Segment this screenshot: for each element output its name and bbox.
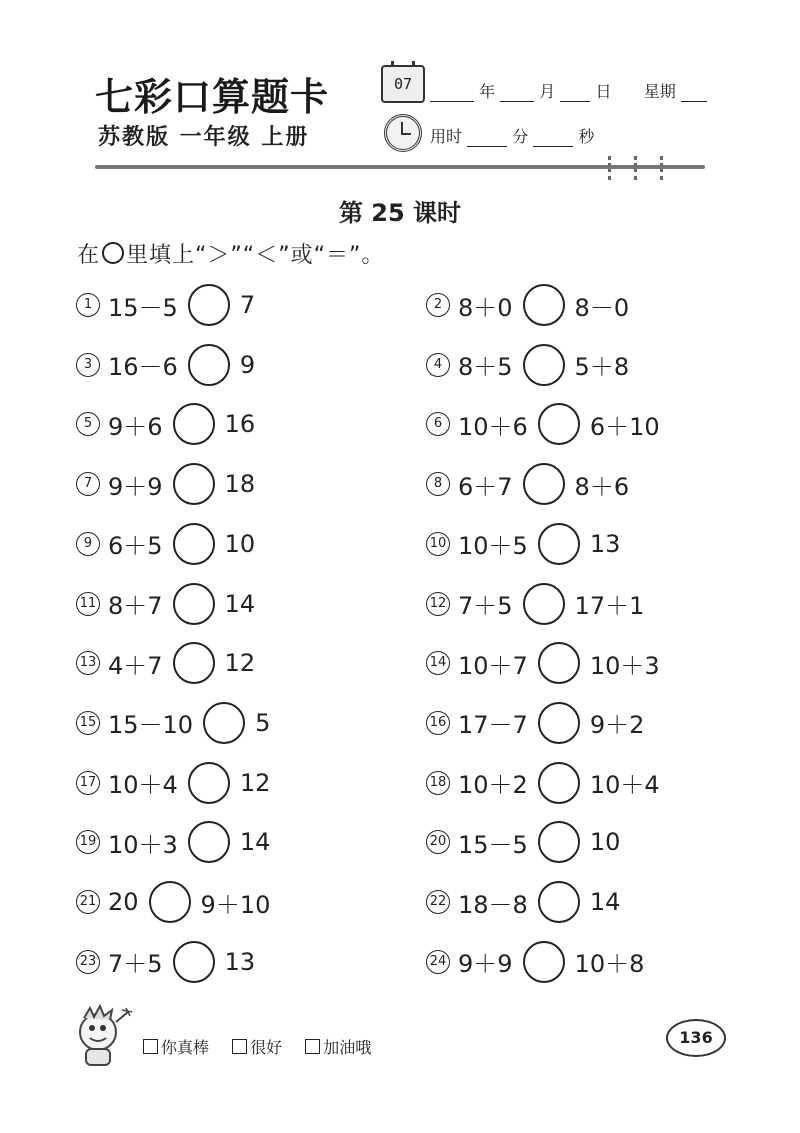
answer-circle[interactable] — [188, 344, 230, 386]
problem-left-expression: 10＋6 — [458, 412, 528, 441]
instruction-before: 在 — [77, 243, 101, 268]
problem-item — [76, 643, 255, 683]
answer-circle[interactable] — [173, 403, 215, 445]
problem-left-expression: 7＋5 — [458, 592, 513, 620]
answer-circle[interactable] — [523, 941, 565, 983]
answer-circle[interactable] — [538, 523, 580, 565]
problem-right-expression: 12 — [224, 649, 256, 678]
problem-right-expression: 12 — [239, 768, 271, 797]
answer-circle[interactable] — [149, 881, 191, 923]
problem-left-expression: 7＋5 — [108, 950, 163, 979]
problem-left-expression: 6＋5 — [108, 532, 163, 561]
problem-number: 23 — [76, 950, 100, 974]
month-blank[interactable] — [500, 83, 534, 102]
day-label: 日 — [595, 82, 612, 101]
problem-number: 3 — [76, 353, 100, 377]
problem-right-expression: 16 — [224, 410, 256, 439]
problem-right-expression: 7 — [239, 291, 256, 319]
rating-option-good[interactable] — [232, 1038, 282, 1057]
binding-stitch — [608, 156, 614, 180]
problem-right-expression: 5 — [255, 708, 271, 737]
time-used-label: 用时 — [430, 127, 463, 146]
problem-right-expression: 8－0 — [574, 293, 630, 322]
calendar-icon — [381, 65, 425, 103]
problem-item — [426, 882, 620, 922]
problem-right-expression: 10 — [224, 529, 256, 558]
edition-label: 苏教版 一年级 上册 — [98, 125, 310, 150]
clock-icon — [384, 114, 422, 152]
problem-item — [76, 942, 255, 982]
rating-label: 你真棒 — [161, 1038, 210, 1057]
problem-number: 18 — [426, 771, 450, 795]
rating-option-keep-going[interactable] — [305, 1038, 371, 1057]
rating-option-great[interactable] — [143, 1038, 209, 1057]
answer-circle[interactable] — [538, 821, 580, 863]
mascot-illustration — [72, 1002, 134, 1068]
problem-item — [426, 584, 644, 624]
problem-number: 13 — [76, 651, 100, 675]
problem-number: 10 — [426, 532, 450, 556]
problem-right-expression: 10＋4 — [589, 771, 660, 800]
answer-circle[interactable] — [188, 284, 230, 326]
problem-left-expression: 8＋0 — [458, 293, 513, 322]
problem-right-expression: 9＋10 — [200, 890, 271, 919]
problem-item — [426, 703, 644, 743]
problem-number: 19 — [76, 830, 100, 854]
problem-item — [76, 345, 255, 385]
problem-item — [426, 822, 620, 862]
problem-number: 6 — [426, 412, 450, 436]
rating-label: 加油哦 — [323, 1038, 372, 1057]
problem-left-expression: 10＋7 — [458, 651, 528, 680]
problem-left-expression: 17－7 — [458, 711, 528, 740]
problem-right-expression: 18 — [224, 470, 256, 499]
rating-label: 很好 — [250, 1038, 283, 1057]
problem-left-expression: 15－10 — [108, 711, 194, 740]
problem-number: 17 — [76, 771, 100, 795]
problem-number: 20 — [426, 830, 450, 854]
seconds-blank[interactable] — [533, 128, 573, 147]
problem-right-expression: 17＋1 — [574, 592, 645, 620]
answer-circle[interactable] — [523, 463, 565, 505]
problem-number: 15 — [76, 711, 100, 735]
brand-title: 七彩口算题卡 — [95, 74, 330, 119]
problem-number: 12 — [426, 592, 450, 616]
problem-item — [76, 464, 255, 504]
answer-circle[interactable] — [523, 284, 565, 326]
time-fill-row — [430, 124, 594, 147]
minutes-blank[interactable] — [467, 128, 507, 147]
problem-item — [426, 763, 660, 803]
problem-item — [76, 763, 270, 803]
answer-circle[interactable] — [523, 583, 565, 625]
problem-item — [426, 524, 620, 564]
answer-circle[interactable] — [173, 642, 215, 684]
problem-number: 1 — [76, 293, 100, 317]
problem-item — [76, 285, 255, 325]
month-label: 月 — [539, 82, 556, 101]
day-blank[interactable] — [560, 83, 590, 102]
answer-circle[interactable] — [538, 642, 580, 684]
problem-number: 4 — [426, 353, 450, 377]
problem-item — [76, 524, 255, 564]
problem-right-expression: 14 — [224, 589, 256, 618]
problem-number: 11 — [76, 592, 100, 616]
binding-stitch — [660, 156, 666, 180]
checkbox-icon[interactable] — [232, 1039, 247, 1054]
problem-left-expression: 10＋2 — [458, 771, 528, 800]
year-blank[interactable] — [430, 83, 474, 102]
problem-right-expression: 14 — [239, 828, 271, 857]
answer-circle[interactable] — [538, 702, 580, 744]
answer-circle[interactable] — [173, 523, 215, 565]
weekday-label: 星期 — [643, 82, 676, 101]
self-rating — [143, 1035, 389, 1058]
problem-right-expression: 9 — [239, 350, 256, 379]
binding-stitch — [634, 156, 640, 180]
checkbox-icon[interactable] — [143, 1039, 158, 1054]
problem-right-expression: 13 — [224, 947, 256, 976]
year-label: 年 — [479, 82, 496, 101]
answer-circle[interactable] — [538, 881, 580, 923]
checkbox-icon[interactable] — [305, 1039, 320, 1054]
problem-right-expression: 5＋8 — [574, 353, 630, 382]
lesson-title: 第 25 课时 — [338, 199, 462, 227]
problem-number: 21 — [76, 890, 100, 914]
problem-number: 24 — [426, 950, 450, 974]
problem-left-expression: 10＋4 — [108, 771, 178, 800]
answer-circle[interactable] — [538, 403, 580, 445]
problem-number: 2 — [426, 293, 450, 317]
problem-item — [76, 404, 255, 444]
problem-left-expression: 16－6 — [108, 353, 178, 382]
problem-number: 8 — [426, 472, 450, 496]
instruction-after: 里填上“＞”“＜”或“＝”。 — [126, 243, 385, 268]
problem-item — [426, 345, 629, 385]
problem-left-expression: 6＋7 — [458, 472, 513, 501]
problem-left-expression: 9＋6 — [108, 412, 163, 441]
answer-circle[interactable] — [523, 344, 565, 386]
problem-left-expression: 8＋5 — [458, 353, 513, 382]
problem-left-expression: 18－8 — [458, 890, 528, 919]
problem-number: 9 — [76, 532, 100, 556]
page-number: 136 — [666, 1019, 726, 1057]
problem-number: 7 — [76, 472, 100, 496]
instruction — [77, 238, 384, 269]
calendar-number: 07 — [393, 75, 413, 93]
problem-right-expression: 10 — [589, 828, 621, 857]
answer-circle[interactable] — [538, 762, 580, 804]
problem-left-expression: 15－5 — [458, 830, 528, 859]
problem-item — [76, 584, 255, 624]
problem-number: 5 — [76, 412, 100, 436]
answer-circle[interactable] — [203, 702, 245, 744]
answer-circle[interactable] — [188, 821, 230, 863]
weekday-blank[interactable] — [681, 83, 707, 102]
problem-number: 14 — [426, 651, 450, 675]
answer-circle[interactable] — [173, 941, 215, 983]
problem-left-expression: 10＋5 — [458, 532, 528, 561]
problem-left-expression: 15－5 — [108, 293, 178, 322]
problem-item — [426, 643, 660, 683]
problem-left-expression: 10＋3 — [108, 830, 178, 859]
problem-item — [76, 822, 270, 862]
minutes-label: 分 — [512, 127, 529, 146]
problem-item — [426, 404, 660, 444]
problem-right-expression: 8＋6 — [574, 472, 630, 501]
problem-item — [76, 703, 270, 743]
problem-left-expression: 8＋7 — [108, 592, 163, 620]
problem-left-expression: 4＋7 — [108, 651, 163, 680]
date-fill-row — [430, 79, 707, 102]
problem-item — [426, 464, 629, 504]
problem-left-expression: 20 — [108, 888, 139, 916]
circle-icon — [102, 242, 124, 264]
seconds-label: 秒 — [578, 127, 595, 146]
problem-right-expression: 10＋8 — [574, 950, 645, 979]
problem-right-expression: 10＋3 — [589, 651, 660, 680]
problem-item — [426, 285, 629, 325]
problem-item — [426, 942, 644, 982]
problem-number: 16 — [426, 711, 450, 735]
answer-circle[interactable] — [188, 762, 230, 804]
problem-left-expression: 9＋9 — [458, 950, 513, 979]
answer-circle[interactable] — [173, 463, 215, 505]
problem-number: 22 — [426, 890, 450, 914]
problem-item — [76, 882, 270, 922]
problem-right-expression: 9＋2 — [589, 711, 645, 740]
answer-circle[interactable] — [173, 583, 215, 625]
problem-left-expression: 9＋9 — [108, 472, 163, 501]
problem-right-expression: 6＋10 — [589, 412, 660, 441]
problem-right-expression: 14 — [589, 888, 621, 916]
problem-right-expression: 13 — [589, 529, 621, 558]
